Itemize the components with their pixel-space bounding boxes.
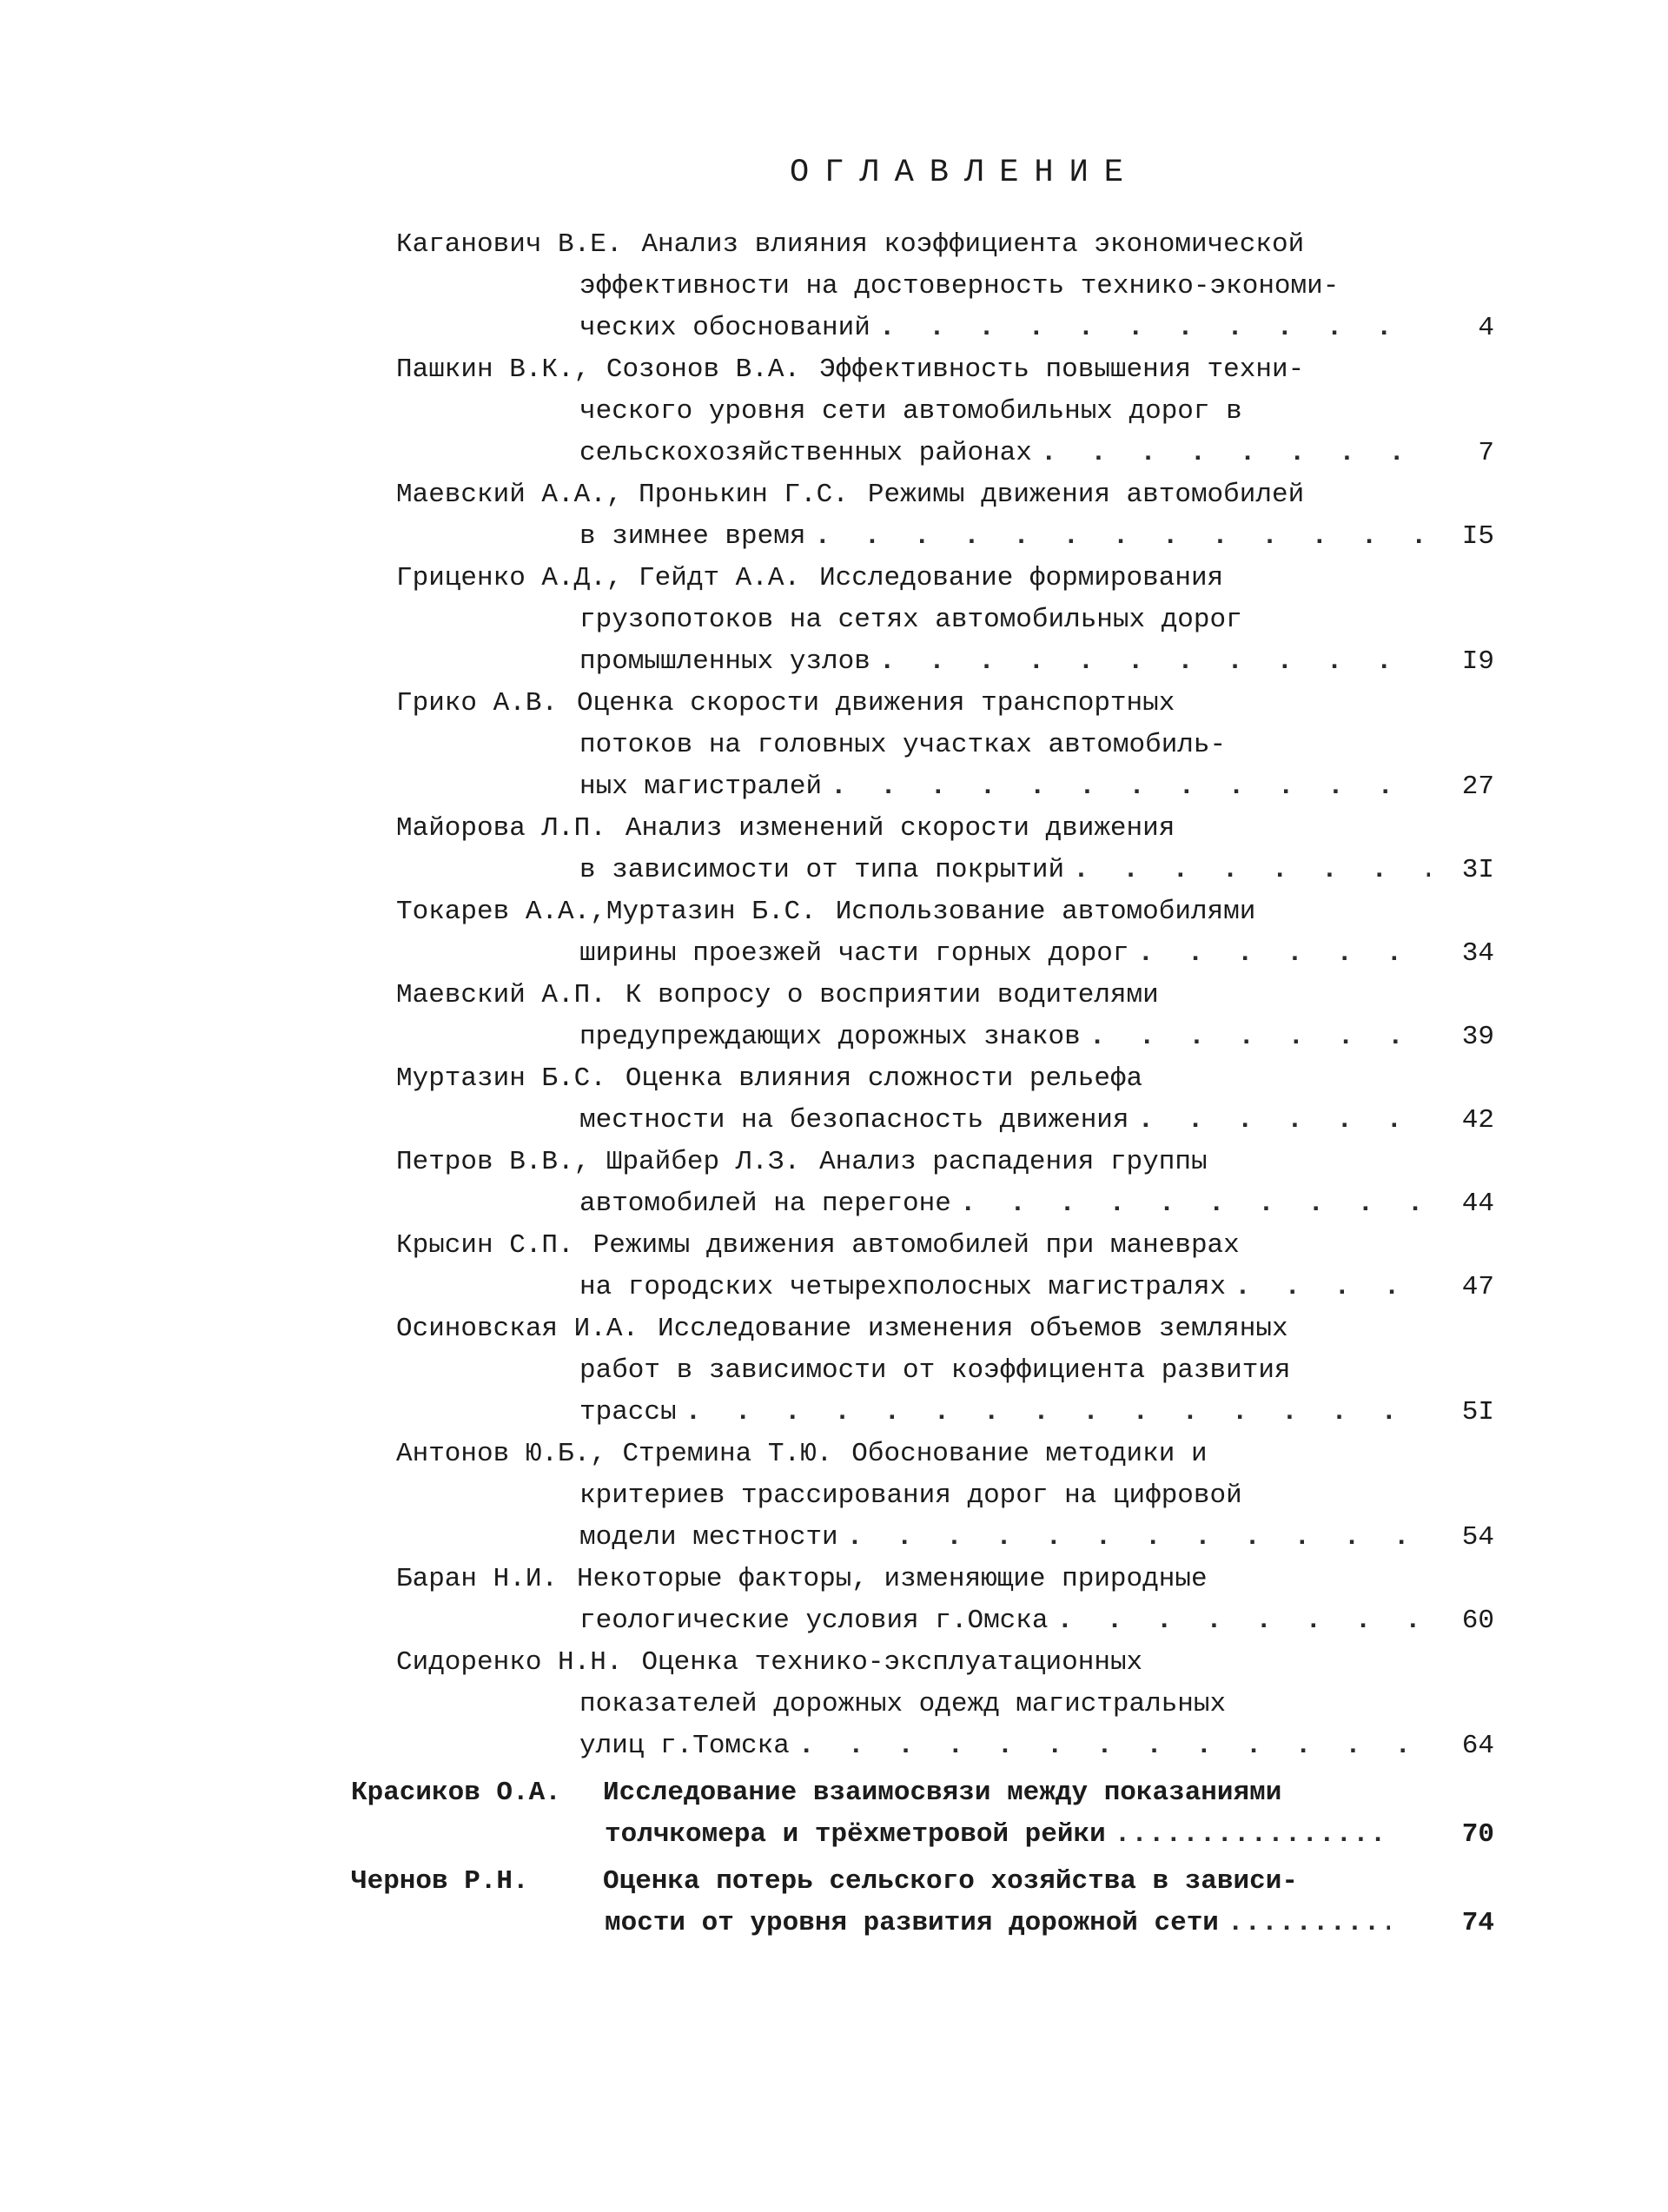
page-number: 34 (1461, 938, 1494, 969)
page-number: I9 (1461, 646, 1494, 677)
toc-line (374, 516, 1494, 558)
toc-entry[interactable] (351, 1772, 1494, 1856)
toc-title-text: работ в зависимости от коэффициента развития (579, 1355, 1291, 1386)
toc-title-text: Анализ распадения группы (819, 1147, 1208, 1177)
toc-line (374, 1434, 1494, 1475)
toc-author: Крысин С.П. (396, 1230, 574, 1261)
toc-title-text: Обоснование методики и (851, 1439, 1208, 1469)
toc-entry[interactable] (374, 975, 1494, 1058)
page-number: 44 (1461, 1189, 1494, 1219)
dot-leader (1115, 1814, 1390, 1856)
toc-title-text: ческих обоснований (579, 313, 870, 343)
dot-leader (847, 1517, 1430, 1559)
toc-title-text: грузопотоков на сетях автомобильных дорог (579, 605, 1242, 635)
toc-line (374, 766, 1494, 808)
toc-line (374, 224, 1494, 266)
toc-line (374, 725, 1494, 766)
toc-title-text: толчкомера и трёхметровой рейки (605, 1819, 1106, 1850)
toc-title-text: в зависимости от типа покрытий (579, 855, 1065, 885)
toc-line (374, 308, 1494, 349)
toc-author: Грико А.В. (396, 688, 559, 719)
dot-leader (1073, 850, 1430, 891)
toc-title-text: Исследование формирования (819, 563, 1224, 593)
toc-entry[interactable] (374, 474, 1494, 558)
toc-line (374, 1559, 1494, 1600)
dot-leader (1089, 1017, 1430, 1058)
toc-line (374, 1267, 1494, 1308)
page-number: I5 (1461, 521, 1494, 552)
toc-line (374, 1725, 1494, 1767)
toc-title-text: ных магистралей (579, 772, 823, 802)
page-number: 7 (1478, 438, 1494, 468)
toc-entry[interactable] (374, 1142, 1494, 1225)
toc-entry[interactable] (374, 1434, 1494, 1559)
toc-title-text: Оценка технико-эксплуатационных (641, 1647, 1143, 1678)
toc-title-text: показателей дорожных одежд магистральных (579, 1689, 1227, 1719)
toc-title-text: потоков на головных участках автомобиль- (579, 730, 1227, 760)
toc-entry[interactable] (374, 224, 1494, 349)
dot-leader (879, 308, 1430, 349)
toc-line (374, 1308, 1494, 1350)
toc-title-text: Исследование изменения объемов земляных (658, 1314, 1288, 1344)
toc-author: Осиновская И.А. (396, 1314, 639, 1344)
dot-leader (960, 1183, 1430, 1225)
toc-line (351, 1772, 1494, 1814)
toc-line (374, 933, 1494, 975)
dot-leader (831, 766, 1430, 808)
toc-title-text: Оценка потерь сельского хозяйства в зависи- (603, 1866, 1298, 1897)
toc-line (374, 1475, 1494, 1517)
toc-line (374, 1142, 1494, 1183)
toc-title-text: К вопросу о восприятии водителями (625, 980, 1159, 1010)
toc-entry[interactable] (374, 808, 1494, 891)
page-number: 47 (1461, 1272, 1494, 1302)
dot-leader (1138, 933, 1430, 975)
toc-author: Петров В.В., Шрайбер Л.З. (396, 1147, 801, 1177)
toc-entry[interactable] (374, 558, 1494, 683)
page-number: 74 (1461, 1908, 1494, 1938)
toc-author: Антонов Ю.Б., Стремина Т.Ю. (396, 1439, 833, 1469)
toc-title-text: Оценка влияния сложности рельефа (625, 1063, 1143, 1094)
toc-title-text: Анализ изменений скорости движения (625, 813, 1175, 844)
toc-entry[interactable] (374, 1308, 1494, 1434)
toc-line (374, 266, 1494, 308)
toc-title-text: ческого уровня сети автомобильных дорог в (579, 396, 1242, 427)
toc-title-text: модели местности (579, 1522, 838, 1553)
toc-author: Пашкин В.К., Созонов В.А. (396, 354, 801, 385)
toc-line (374, 1183, 1494, 1225)
toc-title-text: ширины проезжей части горных дорог (579, 938, 1129, 969)
toc-entry[interactable] (374, 1225, 1494, 1308)
toc-title-text: Анализ влияния коэффициента экономической (641, 229, 1305, 260)
toc-line (374, 1017, 1494, 1058)
toc-title-text: на городских четырехполосных магистралях (579, 1272, 1227, 1302)
toc-line (351, 1814, 1494, 1856)
toc-author: Гриценко А.Д., Гейдт А.А. (396, 563, 801, 593)
toc-author: Красиков О.А. (351, 1778, 561, 1808)
toc-line (374, 433, 1494, 474)
toc-title-text: трассы (579, 1397, 677, 1427)
page-number: 70 (1461, 1819, 1494, 1850)
page-number: 39 (1461, 1022, 1494, 1052)
toc-line (374, 349, 1494, 391)
toc-line (374, 975, 1494, 1017)
toc-line (374, 891, 1494, 933)
toc-entry[interactable] (374, 683, 1494, 808)
toc-line (374, 1642, 1494, 1684)
toc-title-text: улиц г.Томска (579, 1731, 790, 1761)
toc-line (374, 1392, 1494, 1434)
toc-line (374, 1517, 1494, 1559)
toc-title-text: Режимы движения автомобилей (867, 480, 1305, 510)
page-number: 27 (1461, 772, 1494, 802)
dot-leader (1041, 433, 1430, 474)
toc-line (374, 808, 1494, 850)
toc-title-text: сельскохозяйственных районах (579, 438, 1032, 468)
toc-author: Маевский А.П. (396, 980, 606, 1010)
toc-line (374, 1225, 1494, 1267)
toc-line (374, 1684, 1494, 1725)
toc-line (374, 850, 1494, 891)
toc-entry[interactable] (374, 1058, 1494, 1142)
page-number: 5I (1461, 1397, 1494, 1427)
page-number: 54 (1461, 1522, 1494, 1553)
toc-title-text: местности на безопасность движения (579, 1105, 1129, 1136)
toc-title-text: предупреждающих дорожных знаков (579, 1022, 1081, 1052)
toc-entry[interactable] (374, 891, 1494, 975)
toc-entry[interactable] (351, 1861, 1494, 1944)
toc-line (374, 683, 1494, 725)
toc-author: Токарев А.А.,Муртазин Б.С. (396, 897, 817, 927)
table-of-contents (351, 224, 1494, 1950)
toc-line (351, 1861, 1494, 1903)
page-number: 42 (1461, 1105, 1494, 1136)
toc-title-text: Режимы движения автомобилей при маневрах (592, 1230, 1240, 1261)
toc-entry[interactable] (374, 1559, 1494, 1642)
toc-title-text: геологические условия г.Омска (579, 1606, 1049, 1636)
dot-leader (879, 641, 1430, 683)
toc-title-text: Исследование взаимосвязи между показаниями (603, 1778, 1282, 1808)
toc-line (374, 1600, 1494, 1642)
dot-leader (1228, 1903, 1390, 1944)
toc-title-text: автомобилей на перегоне (579, 1189, 951, 1219)
toc-author: Баран Н.И. (396, 1564, 559, 1594)
toc-entry[interactable] (374, 349, 1494, 474)
toc-line (374, 641, 1494, 683)
page-title: ОГЛАВЛЕНИЕ (789, 155, 1140, 191)
toc-title-text: Некоторые факторы, изменяющие природные (577, 1564, 1208, 1594)
toc-author: Чернов Р.Н. (351, 1866, 529, 1897)
toc-title-text: мости от уровня развития дорожной сети (605, 1908, 1219, 1938)
dot-leader (1138, 1100, 1430, 1142)
toc-title-text: эффективности на достоверность технико-экономи- (579, 271, 1340, 301)
toc-author: Сидоренко Н.Н. (396, 1647, 623, 1678)
toc-author: Каганович В.Е. (396, 229, 623, 260)
toc-title-text: Эффективность повышения техни- (819, 354, 1305, 385)
toc-line (374, 1350, 1494, 1392)
toc-title-text: Оценка скорости движения транспортных (577, 688, 1175, 719)
toc-line (374, 1100, 1494, 1142)
toc-author: Майорова Л.П. (396, 813, 606, 844)
toc-title-text: в зимнее время (579, 521, 806, 552)
toc-line (374, 1058, 1494, 1100)
toc-line (374, 599, 1494, 641)
dot-leader (1234, 1267, 1430, 1308)
toc-line (374, 391, 1494, 433)
toc-line (374, 558, 1494, 599)
toc-author: Маевский А.А., Пронькин Г.С. (396, 480, 849, 510)
toc-line (374, 474, 1494, 516)
dot-leader (1057, 1600, 1431, 1642)
page-number: 64 (1461, 1731, 1494, 1761)
toc-bold-section (351, 1772, 1494, 1944)
dot-leader (814, 516, 1430, 558)
dot-leader (798, 1725, 1430, 1767)
page-number: 60 (1461, 1606, 1494, 1636)
page-number: 4 (1478, 313, 1494, 343)
toc-author: Муртазин Б.С. (396, 1063, 606, 1094)
toc-title-text: промышленных узлов (579, 646, 870, 677)
toc-title-text: критериев трассирования дорог на цифровой (579, 1480, 1242, 1511)
toc-entry[interactable] (374, 1642, 1494, 1767)
page-number: 3I (1461, 855, 1494, 885)
toc-title-text: Использование автомобилями (835, 897, 1256, 927)
toc-line (351, 1903, 1494, 1944)
dot-leader (685, 1392, 1430, 1434)
